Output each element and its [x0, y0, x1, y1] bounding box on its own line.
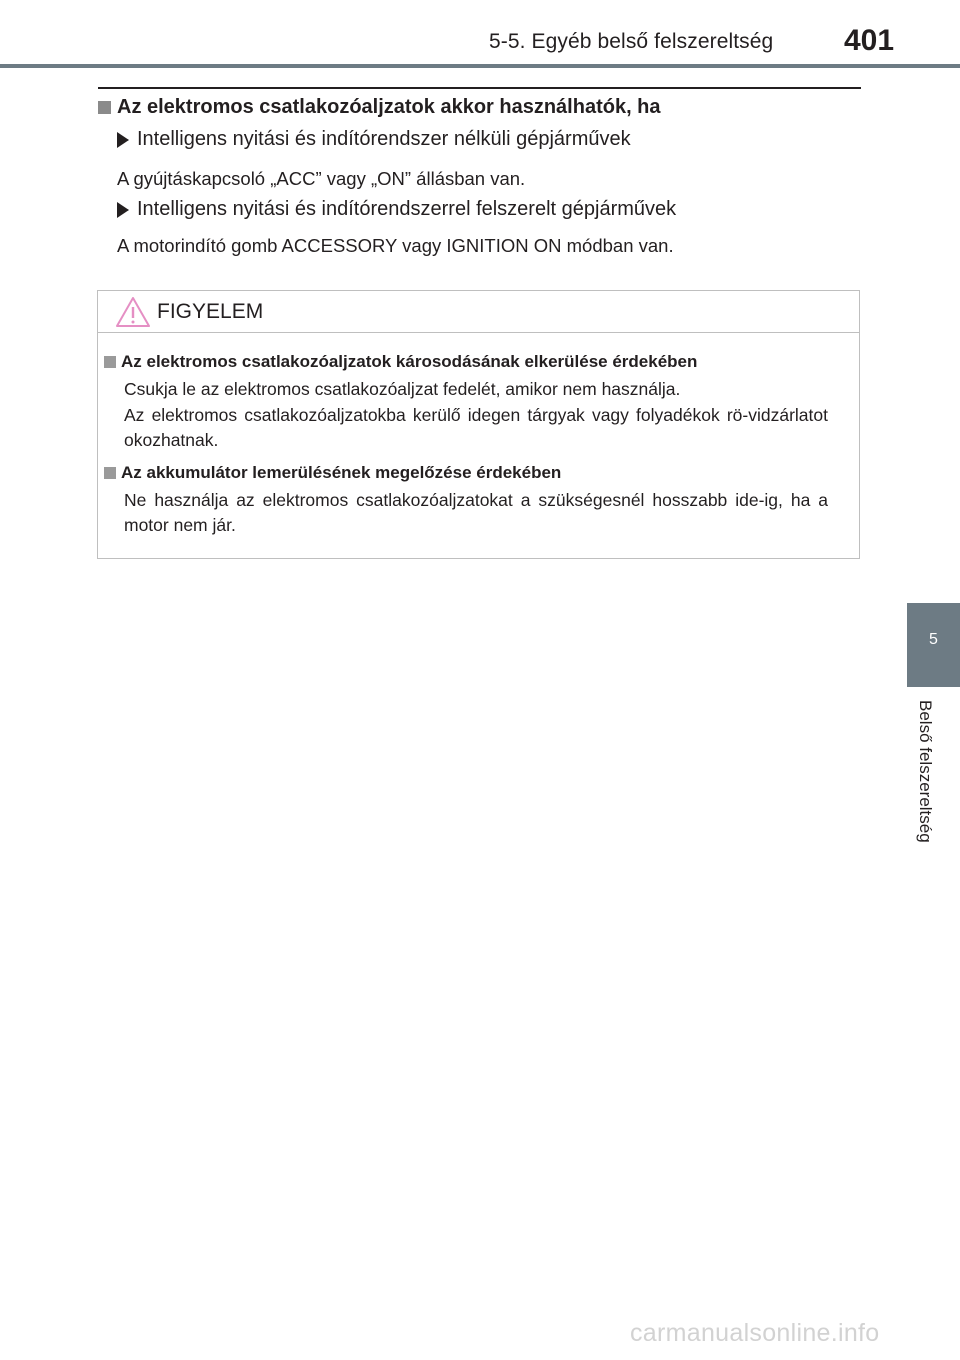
warning-item-title-text: Az akkumulátor lemerülésének megelőzése érdekében: [121, 463, 562, 482]
section-heading: [98, 96, 661, 119]
condition-text: A gyújtáskapcsoló „ACC” vagy „ON” állásban van.: [117, 168, 526, 189]
warning-paragraph: Az elektromos csatlakozóaljzatokba kerülő idegen tárgyak vagy folyadékok rö-vidzárlatot okozhatnak.: [124, 405, 828, 450]
subhead-no-smart-entry: [117, 128, 631, 151]
warning-paragraph: Csukja le az elektromos csatlakozóaljzat fedelét, amikor nem használja.: [124, 379, 681, 399]
subhead-smart-entry: [117, 198, 676, 221]
watermark: carmanualsonline.info: [630, 1319, 880, 1347]
subhead-text: Intelligens nyitási és indítórendszer nélküli gépjárművek: [137, 128, 631, 150]
section-heading-text: Az elektromos csatlakozóaljzatok akkor használhatók, ha: [117, 96, 661, 118]
warning-title: FIGYELEM: [157, 300, 264, 323]
chapter-label: Belső felszereltség: [916, 700, 935, 843]
warning-paragraph: Ne használja az elektromos csatlakozóaljzatokat a szükségesnél hosszabb ide-ig, ha a motor nem jár.: [124, 490, 828, 535]
content-divider: [98, 87, 861, 89]
warning-item-title-text: Az elektromos csatlakozóaljzatok károsodásának elkerülése érdekében: [121, 352, 698, 371]
square-bullet-icon: [104, 356, 116, 368]
warning-item-title: [104, 463, 561, 483]
header-rule: [0, 64, 960, 68]
chapter-tab: [907, 603, 960, 687]
triangle-bullet-icon: [117, 132, 129, 148]
square-bullet-icon: [98, 101, 111, 114]
triangle-bullet-icon: [117, 202, 129, 218]
warning-box: [97, 290, 860, 559]
warning-item-title: [104, 352, 697, 372]
condition-text: A motorindító gomb ACCESSORY vagy IGNITION ON módban van.: [117, 235, 674, 256]
warning-header: [98, 291, 859, 333]
warning-triangle-icon: [115, 296, 151, 328]
chapter-number: 5: [929, 631, 938, 648]
section-title: 5-5. Egyéb belső felszereltség: [489, 30, 774, 53]
square-bullet-icon: [104, 467, 116, 479]
subhead-text: Intelligens nyitási és indítórendszerrel felszerelt gépjárművek: [137, 198, 677, 220]
page-number: 401: [844, 24, 895, 57]
